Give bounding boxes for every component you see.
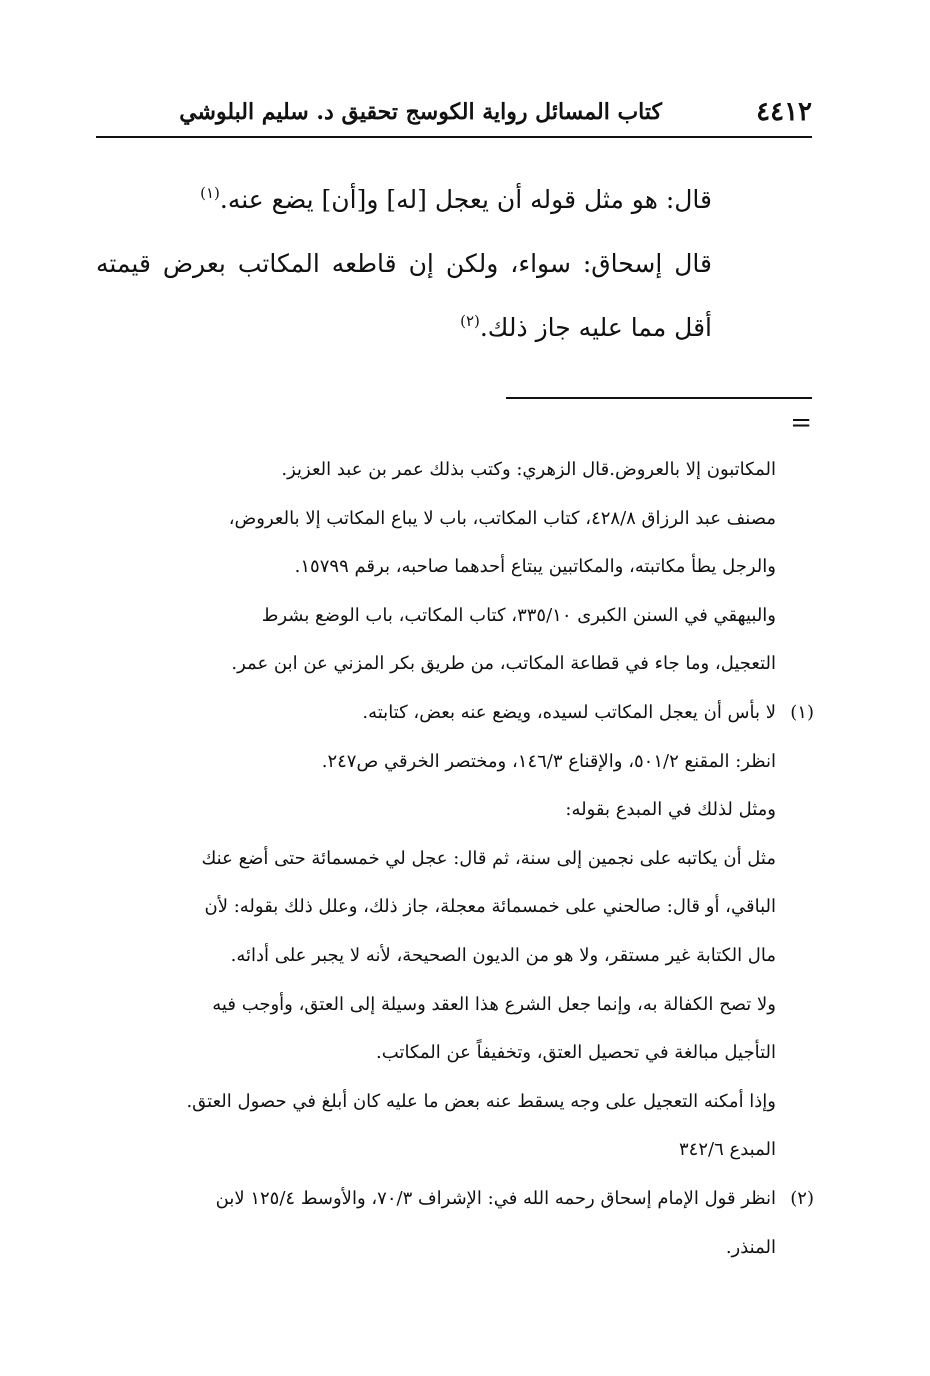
footnote-2-first-line xyxy=(96,1175,814,1224)
footnote-line: ومثل لذلك في المبدع بقوله: xyxy=(565,799,776,821)
footnote-line: مصنف عبد الرزاق ٤٢٨/٨، كتاب المكاتب، باب لا يباع المكاتب إلا بالعروض، xyxy=(228,507,776,529)
main-text xyxy=(96,168,712,360)
main-paragraph-1 xyxy=(96,168,712,232)
page-number: ٤٤١٢ xyxy=(756,97,812,127)
footnote-line: التعجيل، وما جاء في قطاعة المكاتب، من طريق بكر المزني عن ابن عمر. xyxy=(231,653,776,675)
footnote-line: والبيهقي في السنن الكبرى ٣٣٥/١٠، كتاب المكاتب، باب الوضع بشرط xyxy=(261,604,776,626)
footnote-line: مال الكتابة غير مستقر، ولا هو من الديون الصحيحة، لأنه لا يجبر على أدائه. xyxy=(230,944,776,966)
footnote-2-text: انظر قول الإمام إسحاق رحمه الله في: الإشراف ٧٠/٣، والأوسط ١٢٥/٤ لابن xyxy=(215,1187,776,1209)
footnote-2-number: (٢) xyxy=(790,1187,814,1209)
footnote-line: وإذا أمكنه التعجيل على وجه يسقط عنه بعض ما عليه كان أبلغ في حصول العتق. xyxy=(186,1090,776,1112)
main-paragraph-2 xyxy=(96,232,712,360)
page-header xyxy=(96,92,812,138)
footnote-separator xyxy=(506,397,812,399)
footnote-line: انظر: المقنع ٥٠١/٢، والإقناع ١٤٦/٣، ومختصر الخرقي ص٢٤٧. xyxy=(321,750,776,772)
footnote-ref-2: (٢) xyxy=(460,312,480,330)
footnote-line: ولا تصح الكفالة به، وإنما جعل الشرع هذا العقد وسيلة إلى العتق، وأوجب فيه xyxy=(212,993,776,1015)
footnote-1-text: لا بأس أن يعجل المكاتب لسيده، ويضع عنه بعض، كتابته. xyxy=(362,701,776,723)
footnotes-section xyxy=(96,446,814,1272)
footnote-1-first-line xyxy=(96,689,814,738)
paragraph-2-text: قال إسحاق: سواء، ولكن إن قاطعه المكاتب بعرض قيمته أقل مما عليه جاز ذلك. xyxy=(96,249,712,342)
footnote-line: الباقي، أو قال: صالحني على خمسمائة معجلة، جاز ذلك، وعلل ذلك بقوله: لأن xyxy=(204,896,776,918)
continuation-mark: = xyxy=(790,408,812,438)
footnote-line: المكاتبون إلا بالعروض.قال الزهري: وكتب بذلك عمر بن عبد العزيز. xyxy=(281,459,776,480)
footnote-line: مثل أن يكاتبه على نجمين إلى سنة، ثم قال: عجل لي خمسمائة حتى أضع عنك xyxy=(201,847,776,869)
paragraph-1-text: قال: هو مثل قوله أن يعجل [له] و[أن] يضع عنه. xyxy=(219,185,712,214)
footnote-ref-1: (١) xyxy=(200,184,220,202)
running-title: كتاب المسائل رواية الكوسج تحقيق د. سليم البلوشي xyxy=(179,99,662,125)
footnote-line: والرجل يطأ مكاتبته، والمكاتبين يبتاع أحدهما صاحبه، برقم ١٥٧٩٩. xyxy=(294,556,776,578)
footnote-1-number: (١) xyxy=(790,701,814,723)
footnote-line: المبدع ٣٤٢/٦ xyxy=(679,1139,776,1161)
footnote-line: التأجيل مبالغة في تحصيل العتق، وتخفيفاً عن المكاتب. xyxy=(376,1042,776,1064)
footnote-line: المنذر. xyxy=(725,1236,776,1258)
